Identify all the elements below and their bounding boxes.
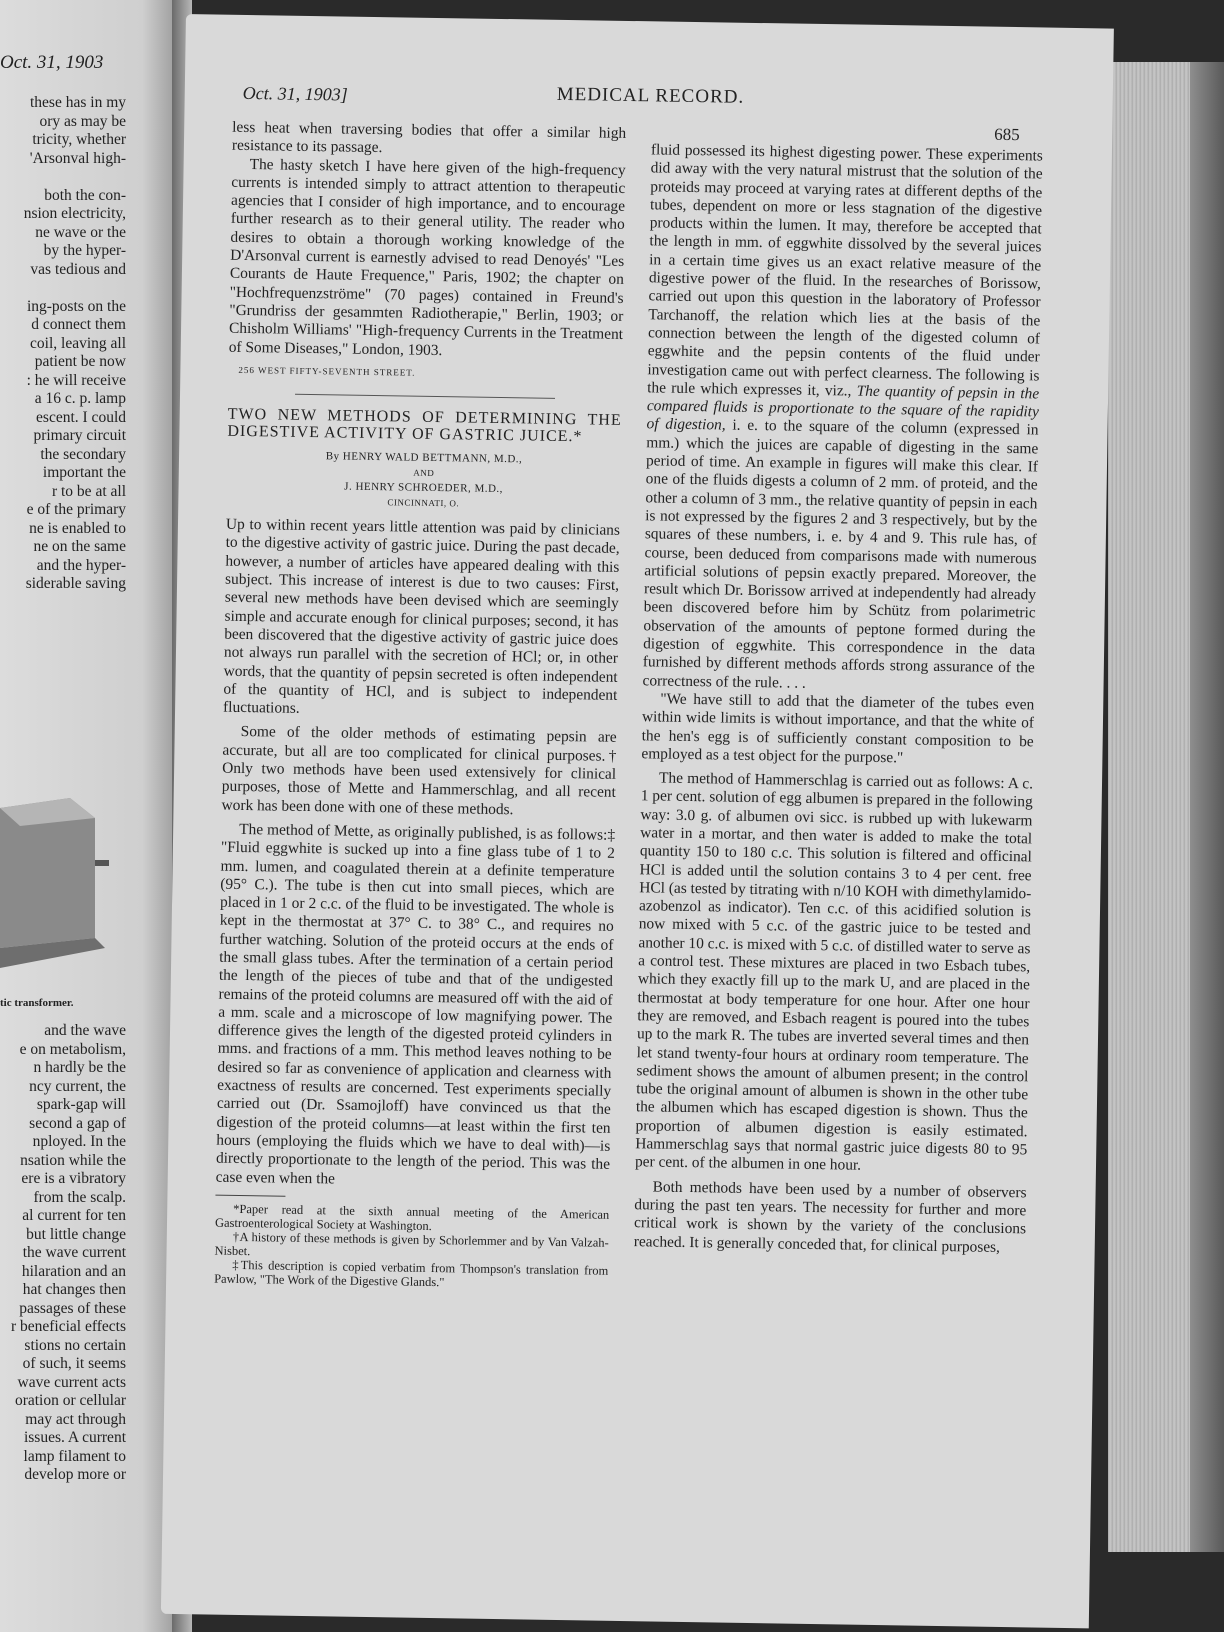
footnote-2: †A history of these methods is given by Schorlemmer and by Van Valzah-Nisbet. bbox=[214, 1229, 609, 1259]
left-page-line: patient be now bbox=[34, 353, 126, 370]
left-page-line: ere is a vibratory bbox=[21, 1170, 126, 1187]
left-page-header: Oct. 31, 1903 bbox=[0, 52, 104, 73]
left-page-line: develop more or bbox=[24, 1466, 126, 1483]
carryover-paragraph: less heat when traversing bodies that offer a similar high resistance to its passage. bbox=[231, 118, 627, 157]
left-page-line: stions no certain bbox=[24, 1336, 126, 1354]
right-paragraph-2: "We have still to add that the diameter of the tubes even within wide limits is without importance, and that the white of the hen's egg is of sufficiently constant composition to be employed as a test object for the purpose." bbox=[641, 690, 1035, 767]
right-paragraph-1-cont: i. e. to the square of the column (expressed in mm.) which the juices are capable of digesting in the same period of time. An example in figures will make this clear. If one of the fluids digests a column of 2 mm. of proteid, and the other a column of 3 mm., the relative quantity of pepsin in each is not expressed by the figures 2 and 3 respectively, but by the squares of these numbers, i. e. by 4 and 9. This rule has, of course, been deduced from comparisons made with numerous artificial solutions of pepsin exactly prepared. Moreover, the result which Dr. Borissow arrived at independently had already been discovered before him by Schütz from polarimetric observation of the amounts of peptone formed during the digestion of eggwhite. This correspondence in the data furnished by different methods affords strong assurance of the correctness of the rule. . . . bbox=[642, 417, 1039, 692]
left-page-line: the secondary bbox=[40, 445, 126, 463]
left-page-line: nsation while the bbox=[20, 1151, 126, 1169]
left-page-line: siderable saving bbox=[25, 575, 126, 592]
left-page-line: a 16 c. p. lamp bbox=[34, 390, 126, 407]
left-page-line: lamp filament to bbox=[23, 1447, 126, 1465]
left-page-line: escent. I could bbox=[36, 408, 126, 426]
article-title: TWO NEW METHODS OF DETERMINING THE DIGESTIVE ACTIVITY OF GASTRIC JUICE.* bbox=[227, 405, 622, 446]
left-page-line: ne on the same bbox=[33, 538, 126, 555]
right-paragraph-3: The method of Hammerschlag is carried out as follows: A c. 1 per cent. solution of egg albumen is prepared in the following way: 3.0 g. of albumen ovi sicc. is rubbed up with lukewarm water in a mortar, and then water is added to make the total quantity 150 to 180 c.c. This solution is filtered and officinal HCl is added until the solution contains 3 to 4 per cent. free HCl (as tested by titrating with n/10 KOH with dimethylamido-azobenzol as indicator). Ten c.c. of this acidified solution is now mixed with 5 c.c. of the gastric juice to be tested and another 10 c.c. is mixed with 5 c.c. of distilled water to serve as a control test. These mixtures are placed in two Esbach tubes, which they exactly fill up to the mark U, and are placed in the thermostat at body temperature for one hour. After one hour they are removed, and Esbach reagent is poured into the tubes up to the mark R. The tubes are inverted several times and then let stand twenty-four hours at ordinary room temperature. The sediment shows the amount of albumen present; in the control tube the original amount of albumen is shown in the other tube the albumen which has escaped digestion is shown. Thus the proportion of albumen digestion is easily estimated. Hammerschlag says that normal gastric juice digests 80 to 95 per cent. of the albumen in one hour. bbox=[634, 769, 1034, 1175]
left-page-line: vas tedious and bbox=[30, 260, 126, 278]
pepsin-rule: The quantity of pepsin in the compared fluids is proportionate to the square of the rapidity of digestion, bbox=[646, 382, 1040, 434]
left-page-line: the wave current bbox=[22, 1244, 126, 1261]
left-page-line: n hardly be the bbox=[33, 1059, 126, 1076]
left-page-line: hilaration and an bbox=[21, 1262, 126, 1280]
article-paragraph-1: Up to within recent years little attention was paid by clinicians to the digestive activity of gastric juice. During the past decade, however, a number of articles have appeared dealing with this subject. This increase of interest is due to two causes: First, several new methods have been devised which are seemingly simple and accurate enough for clinical purposes; second, it has been discovered that the digestive activity of gastric juice does not always run parallel with the secretion of HCl; or, in other words, that the quantity of pepsin secreted is often independent of the quantity of HCl, and is subject to independent fluctuations. bbox=[222, 515, 621, 717]
author-2: J. HENRY SCHROEDER, M.D., bbox=[344, 480, 504, 496]
column-right bbox=[634, 141, 1043, 1257]
left-page-line: by the hyper- bbox=[43, 242, 126, 259]
figure-caption: tic transformer. bbox=[0, 997, 74, 1009]
left-page-line: e of the primary bbox=[26, 501, 126, 518]
right-paragraph-1-text: fluid possessed its highest digesting power. These experiments did away with the very natural mistrust that the solution of the proteids may proceed at varying rates at different depths of the tubes, dependent on more or less stagnation of the digestive products within the lumen. It may, therefore be accepted that the length in mm. of eggwhite dissolved by the several juices in a certain time gives us an exact relative measure of the digestive power of the fluid. In the researches of Borissow, carried out upon this question in the laboratory of Professor Tarchanoff, the relation which lies at the basis of the connection between the length of the digested column of eggwhite and the pepsin contents of the fluid under investigation came out with perfect clearness. The following is the rule which expresses it, viz., bbox=[647, 141, 1044, 400]
author-city: CINCINNATI, O. bbox=[387, 497, 460, 509]
left-page-line: al current for ten bbox=[22, 1207, 126, 1224]
left-page-line bbox=[0, 279, 178, 298]
transformer-illustration bbox=[0, 798, 118, 973]
section-rule bbox=[295, 394, 555, 399]
left-page-line: d connect them bbox=[31, 316, 126, 333]
left-page-line: and the wave bbox=[44, 1022, 126, 1039]
left-page-line: oration or cellular bbox=[14, 1392, 126, 1409]
left-page-line: important the bbox=[42, 464, 126, 481]
left-page-line: r to be at all bbox=[51, 482, 126, 500]
page-number: 685 bbox=[994, 124, 1020, 145]
left-page-line: coil, leaving all bbox=[30, 334, 126, 352]
right-paragraph-1 bbox=[642, 141, 1043, 696]
left-page-line: passages of these bbox=[19, 1299, 126, 1317]
left-page-line: nployed. In the bbox=[32, 1133, 126, 1150]
left-page-line: may act through bbox=[25, 1410, 126, 1428]
main-page bbox=[161, 14, 1114, 1628]
book-cover-edge bbox=[1190, 62, 1224, 1552]
left-page-line: of such, it seems bbox=[22, 1355, 126, 1372]
byline-and: AND bbox=[413, 467, 435, 479]
article-paragraph-2: Some of the older methods of estimating pepsin are accurate, but all are too complicated for clinical purposes.† Only two methods have been used extensively for clinical purposes, those of Mette and Hammerschlag, and all recent work has been done with one of these methods. bbox=[221, 723, 617, 818]
footnote-rule bbox=[215, 1194, 285, 1196]
running-head-journal: MEDICAL RECORD. bbox=[556, 83, 745, 108]
left-page-line: ne is enabled to bbox=[29, 519, 126, 537]
footnote-1: *Paper read at the sixth annual meeting of the American Gastroenterological Society at Washington. bbox=[214, 1201, 610, 1233]
left-page-line: e on metabolism, bbox=[19, 1040, 126, 1058]
left-page-line: ne wave or the bbox=[35, 223, 126, 241]
left-page-text-top bbox=[0, 94, 178, 594]
left-page-line: tricity, whether bbox=[32, 131, 126, 148]
author-address: 256 WEST FIFTY-SEVENTH STREET. bbox=[238, 364, 416, 378]
left-page-line: spark-gap will bbox=[36, 1096, 126, 1113]
left-page-line: but little change bbox=[26, 1225, 126, 1243]
footnote-3: ‡This description is copied verbatim from Thompson's translation from Pawlow, "The Work of the Digestive Glands." bbox=[214, 1257, 609, 1290]
left-page bbox=[0, 0, 178, 1632]
left-page-line: ory as may be bbox=[39, 112, 126, 130]
left-page-line: from the scalp. bbox=[33, 1188, 126, 1206]
left-page-line: wave current acts bbox=[17, 1373, 126, 1391]
article-paragraph-3: The method of Mette, as originally published, is as follows:‡ "Fluid eggwhite is sucked up into a fine glass tube of 1 to 2 mm. lumen, and coagulated therein at a definite temperature (95° C.). The tube is then cut into small pieces, which are placed in 1 or 2 c.c. of the fluid to be investigated. The whole is kept in the thermostat at 37° C. to 38° C., and requires no further watching. Solution of the proteid occurs at the ends of the small glass tubes. After the termination of a certain period the length of the pieces of tube and that of the undigested remains of the proteid columns are measured off with the aid of a mm. scale and a microscope of low magnifying power. The difference gives the length of the digested proteid cylinders in mms. and fractions of a mm. This method leaves nothing to be desired so far as convenience of application and clearness with exactness of results are concerned. Test experiments specially carried out (Dr. Ssamojloff) have convinced us that the digestion of the proteid columns—at least within the first ten hours (employing the fluids which we have to deal with)—is directly proportionate to the length of the period. This was the case even when the bbox=[215, 820, 616, 1188]
closing-paragraph: The hasty sketch I have here given of the high-frequency currents is intended simply to attract attention to therapeutic agencies that I consider of high importance, and to encourage further research as to their general utility. The reader who desires to obtain a thorough working knowledge of the D'Arsonval current is earnestly advised to read Denoyés' "Les Courants de Haute Frequence," Paris, 1902; the chapter on "Hochfrequenzströme" (70 pages) contained in Freund's "Grundriss der gesammten Radiotherapie," Berlin, 1903; or Chisholm Williams' "High-frequency Currents in the Treatment of Some Diseases," London, 1903. bbox=[228, 155, 626, 359]
left-page-line bbox=[0, 168, 178, 187]
left-page-line: r beneficial effects bbox=[10, 1318, 126, 1335]
right-paragraph-4: Both methods have been used by a number of observers during the past ten years. The necessity for further and more critical work is shown by the variety of the conclusions reached. It is generally conceded that, for clinical purposes, bbox=[633, 1178, 1027, 1256]
left-page-line: nsion electricity, bbox=[23, 205, 126, 222]
left-page-line: second a gap of bbox=[29, 1114, 126, 1132]
running-head-date: Oct. 31, 1903] bbox=[242, 82, 348, 105]
left-page-line: hat changes then bbox=[22, 1281, 126, 1298]
author-1: By HENRY WALD BETTMANN, M.D., bbox=[325, 450, 523, 466]
left-page-line: primary circuit bbox=[33, 427, 126, 444]
left-page-line: : he will receive bbox=[26, 371, 126, 389]
left-page-line: both the con- bbox=[44, 186, 126, 204]
left-page-line: these has in my bbox=[30, 94, 126, 111]
left-page-line: ing-posts on the bbox=[26, 297, 126, 315]
left-page-text-bottom bbox=[0, 1022, 178, 1485]
left-page-line: 'Arsonval high- bbox=[29, 149, 126, 167]
left-page-line: issues. A current bbox=[23, 1429, 126, 1446]
column-left bbox=[214, 119, 626, 1292]
left-page-line: ncy current, the bbox=[29, 1077, 126, 1095]
left-page-line: and the hyper- bbox=[36, 556, 126, 574]
